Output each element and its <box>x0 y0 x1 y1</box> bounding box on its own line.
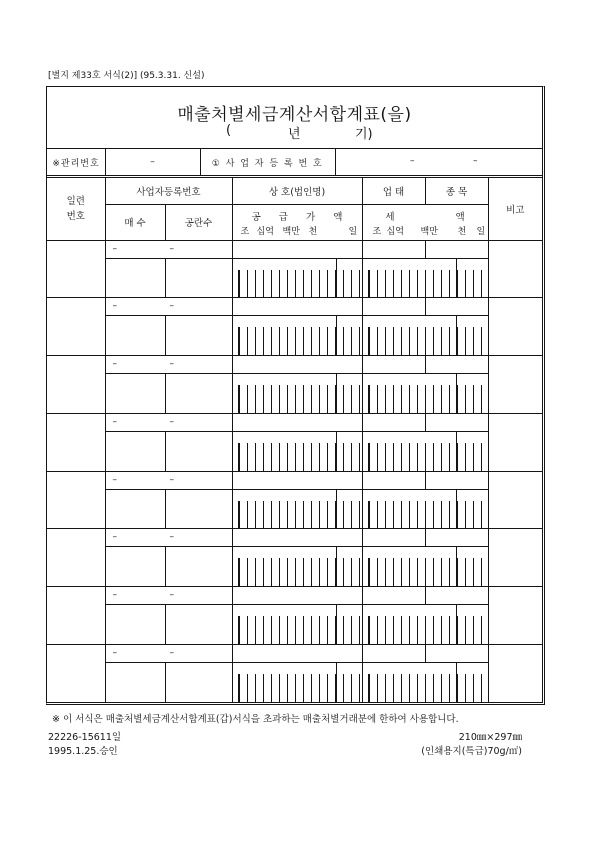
remarks-cell <box>488 529 542 587</box>
unit-label: 조 <box>240 226 250 237</box>
serial-header-line: 일련 <box>66 195 85 207</box>
entry-row-bottom <box>47 662 542 702</box>
biz-reg-no-dash: – <box>169 416 174 427</box>
transactions-table <box>47 178 542 702</box>
digit-ticks <box>238 558 362 586</box>
digit-ticks <box>238 327 362 355</box>
biz-reg-no-dash: – <box>169 359 174 369</box>
biz-reg-no-dash: – <box>169 301 174 312</box>
digit-ticks <box>238 501 362 529</box>
business-registration-label: ① 사 업 자 등 록 번 호 <box>200 149 336 175</box>
group-divider <box>336 605 337 644</box>
remarks-cell <box>488 413 542 471</box>
col-remarks-header: 비고 <box>488 178 542 240</box>
group-divider <box>456 490 457 529</box>
period-year-label: 년 <box>288 127 301 142</box>
title-area <box>47 87 542 149</box>
digit-ticks <box>238 616 362 644</box>
business-type-cell <box>362 644 425 662</box>
biz-reg-no-cell <box>105 529 232 547</box>
digit-ticks <box>368 616 488 644</box>
tax-amount-title: 세 액 <box>385 211 465 223</box>
trade-name-cell <box>232 587 362 605</box>
remarks-cell <box>488 240 542 298</box>
blank-count-cell <box>165 431 232 471</box>
trade-name-cell <box>232 644 362 662</box>
blank-count-cell <box>165 316 232 356</box>
management-number-label: ※관리번호 <box>47 149 106 175</box>
supply-value-cell <box>232 258 362 298</box>
blank-count-cell <box>165 374 232 414</box>
business-item-cell <box>425 413 488 431</box>
management-number-value: – <box>105 149 201 175</box>
business-item-cell <box>425 356 488 374</box>
biz-reg-no-cell <box>105 644 232 662</box>
biz-reg-no-cell <box>105 240 232 258</box>
entry-row-top <box>47 529 542 547</box>
supply-value-title: 공 급 가 액 <box>251 211 343 223</box>
paper-size: 210㎜×297㎜ <box>458 732 522 743</box>
period-open-paren: ( <box>226 123 232 138</box>
serial-header-line: 번호 <box>66 210 85 222</box>
biz-reg-no-dash: – <box>169 590 174 600</box>
biz-reg-no-dash: – <box>169 474 174 485</box>
col-count-header: 매 수 <box>105 204 165 240</box>
supply-value-cell <box>232 374 362 414</box>
biz-reg-no-cell <box>105 413 232 431</box>
count-cell <box>105 316 165 356</box>
blank-count-cell <box>165 662 232 702</box>
approval-date: 1995.1.25.승인 <box>48 746 118 757</box>
period-term-label: 기) <box>355 127 373 142</box>
remarks-cell <box>488 356 542 414</box>
blank-count-cell <box>165 258 232 298</box>
digit-ticks <box>368 385 488 413</box>
form-code: 22226-15611일 <box>48 732 122 743</box>
col-serial-header <box>47 178 105 240</box>
digit-ticks <box>368 270 488 298</box>
summary-form <box>46 86 545 705</box>
col-biz-reg-no-header: 사업자등록번호 <box>105 178 232 204</box>
count-cell <box>105 374 165 414</box>
col-supply-value-header <box>232 204 362 240</box>
entry-row-top <box>47 356 542 374</box>
biz-reg-no-cell <box>105 587 232 605</box>
business-type-cell <box>362 529 425 547</box>
supply-value-cell <box>232 547 362 587</box>
group-divider <box>456 259 457 298</box>
count-cell <box>105 489 165 529</box>
tax-amount-cell <box>362 547 488 587</box>
business-item-cell <box>425 298 488 316</box>
col-tax-amount-header <box>362 204 488 240</box>
unit-label: 일 <box>476 226 486 237</box>
tax-amount-cell <box>362 662 488 702</box>
trade-name-cell <box>232 298 362 316</box>
management-row <box>47 149 542 178</box>
group-divider <box>456 663 457 702</box>
header-row-bottom <box>47 204 542 240</box>
count-cell <box>105 547 165 587</box>
trade-name-cell <box>232 356 362 374</box>
form-reference: [별지 제33호 서식(2)] (95.3.31. 신설) <box>48 71 205 81</box>
trade-name-cell <box>232 413 362 431</box>
business-type-cell <box>362 298 425 316</box>
blank-count-cell <box>165 489 232 529</box>
business-type-cell <box>362 471 425 489</box>
biz-reg-no-cell <box>105 471 232 489</box>
serial-number-cell <box>47 298 105 356</box>
business-type-cell <box>362 240 425 258</box>
paper-spec: (인쇄용지(특급)70g/㎡) <box>421 746 522 757</box>
entry-row-top <box>47 240 542 258</box>
entry-row-top <box>47 587 542 605</box>
biz-reg-no-dash: – <box>169 243 174 254</box>
biz-reg-no-dash: – <box>112 532 117 543</box>
remarks-cell <box>488 587 542 645</box>
digit-ticks <box>238 443 362 471</box>
remarks-cell <box>488 644 542 702</box>
group-divider <box>336 374 337 413</box>
group-divider <box>456 605 457 644</box>
serial-number-cell <box>47 529 105 587</box>
biz-reg-no-cell <box>105 356 232 374</box>
unit-label: 천 <box>308 226 318 237</box>
col-business-item-header: 종 목 <box>425 178 488 204</box>
biz-reg-no-cell <box>105 298 232 316</box>
business-item-cell <box>425 529 488 547</box>
tax-amount-cell <box>362 316 488 356</box>
entry-row-bottom <box>47 316 542 356</box>
digit-ticks <box>368 674 488 702</box>
trade-name-cell <box>232 240 362 258</box>
business-item-cell <box>425 644 488 662</box>
digit-ticks <box>238 270 362 298</box>
entry-row-top <box>47 413 542 431</box>
entry-row-top <box>47 471 542 489</box>
serial-number-cell <box>47 356 105 414</box>
biz-reg-no-dash: – <box>112 359 117 369</box>
group-divider <box>456 374 457 413</box>
digit-ticks <box>368 443 488 471</box>
business-type-cell <box>362 587 425 605</box>
count-cell <box>105 605 165 645</box>
business-type-cell <box>362 356 425 374</box>
blank-count-cell <box>165 547 232 587</box>
serial-number-cell <box>47 644 105 702</box>
count-cell <box>105 662 165 702</box>
remarks-cell <box>488 471 542 529</box>
digit-ticks <box>368 327 488 355</box>
business-item-cell <box>425 471 488 489</box>
unit-label: 백만 <box>282 226 300 237</box>
group-divider <box>456 432 457 471</box>
business-registration-value <box>335 149 542 175</box>
count-cell <box>105 258 165 298</box>
entry-row-bottom <box>47 258 542 298</box>
entry-row-bottom <box>47 489 542 529</box>
biz-reg-no-dash: – <box>112 416 117 427</box>
entry-row-top <box>47 298 542 316</box>
serial-number-cell <box>47 471 105 529</box>
business-type-cell <box>362 413 425 431</box>
header-row-top <box>47 178 542 204</box>
form-title: 매출처별세금계산서합계표(을) <box>177 105 412 125</box>
digit-ticks <box>238 674 362 702</box>
business-item-cell <box>425 240 488 258</box>
group-divider <box>336 547 337 586</box>
group-divider <box>456 316 457 355</box>
biz-reg-no-dash: – <box>169 647 174 658</box>
biz-reg-no-dash: – <box>112 590 117 600</box>
serial-number-cell <box>47 240 105 298</box>
entry-row-bottom <box>47 374 542 414</box>
digit-ticks <box>238 385 362 413</box>
serial-number-cell <box>47 587 105 645</box>
tax-amount-cell <box>362 431 488 471</box>
tax-amount-cell <box>362 374 488 414</box>
serial-number-cell <box>47 413 105 471</box>
group-divider <box>336 663 337 702</box>
unit-label: 조 <box>372 226 382 237</box>
entry-row-top <box>47 644 542 662</box>
remarks-cell <box>488 298 542 356</box>
usage-note: ※ 이 서식은 매출처별세금계산서합계표(갑)서식을 초과하는 매출처별거래분에 한하여 사용합니다. <box>52 714 459 725</box>
business-item-cell <box>425 587 488 605</box>
tax-amount-cell <box>362 489 488 529</box>
tax-amount-cell <box>362 605 488 645</box>
col-trade-name-header: 상 호(법인명) <box>232 178 362 204</box>
unit-label: 십억 <box>256 226 274 237</box>
group-divider <box>336 490 337 529</box>
unit-label: 일 <box>348 226 358 237</box>
col-business-type-header: 업 태 <box>362 178 425 204</box>
group-divider <box>336 432 337 471</box>
trade-name-cell <box>232 471 362 489</box>
biz-reg-no-dash: – <box>112 301 117 312</box>
entry-row-bottom <box>47 547 542 587</box>
biz-no-dash: – <box>473 156 478 166</box>
count-cell <box>105 431 165 471</box>
biz-reg-no-dash: – <box>112 647 117 658</box>
biz-reg-no-dash: – <box>169 532 174 543</box>
unit-label: 천 <box>457 226 467 237</box>
unit-label: 십억 <box>386 226 404 237</box>
biz-reg-no-dash: – <box>112 474 117 485</box>
biz-reg-no-dash: – <box>112 243 117 254</box>
trade-name-cell <box>232 529 362 547</box>
entry-row-bottom <box>47 431 542 471</box>
blank-count-cell <box>165 605 232 645</box>
supply-value-cell <box>232 662 362 702</box>
supply-value-cell <box>232 489 362 529</box>
entry-row-bottom <box>47 605 542 645</box>
unit-label: 백만 <box>420 226 438 237</box>
biz-no-dash: – <box>410 156 415 166</box>
group-divider <box>456 547 457 586</box>
tax-amount-cell <box>362 258 488 298</box>
supply-value-cell <box>232 431 362 471</box>
digit-ticks <box>368 501 488 529</box>
group-divider <box>336 316 337 355</box>
col-blank-count-header: 공란수 <box>165 204 232 240</box>
supply-value-cell <box>232 316 362 356</box>
group-divider <box>336 259 337 298</box>
digit-ticks <box>368 558 488 586</box>
supply-value-cell <box>232 605 362 645</box>
